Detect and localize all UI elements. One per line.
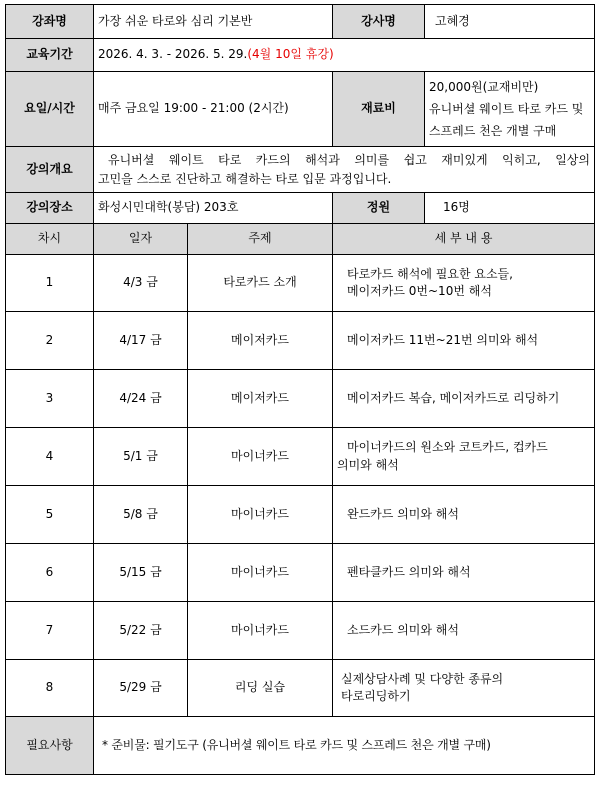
- session-date: 4/24 금: [94, 370, 188, 428]
- session-no: 1: [6, 255, 94, 312]
- overview-line: 고민을 스스로 진단하고 해결하는 타로 입문 과정입니다.: [98, 171, 392, 186]
- session-detail-line: 소드카드 의미와 해석: [347, 622, 459, 637]
- period-row: [6, 39, 595, 72]
- session-details: [333, 660, 595, 717]
- overview-label: 강의개요: [6, 147, 94, 193]
- header-session-no: 차시: [6, 224, 94, 255]
- header-date: 일자: [94, 224, 188, 255]
- session-no: 7: [6, 602, 94, 660]
- session-detail-line: 메이저카드 복습, 메이저카드로 리딩하기: [347, 390, 560, 405]
- session-date: 5/22 금: [94, 602, 188, 660]
- material-line: 20,000원(교재비만): [429, 79, 539, 94]
- requirements-row: [6, 717, 595, 775]
- material-line: 유니버셜 웨이트 타로 카드 및: [429, 101, 584, 116]
- title-label: 강좌명: [6, 5, 94, 39]
- session-no: 5: [6, 486, 94, 544]
- session-topic: 타로카드 소개: [188, 255, 333, 312]
- session-no: 6: [6, 544, 94, 602]
- session-row: [6, 312, 595, 370]
- schedule-label: 요일/시간: [6, 72, 94, 147]
- session-no: 8: [6, 660, 94, 717]
- course-period: [94, 39, 595, 72]
- session-no: 3: [6, 370, 94, 428]
- session-date: 5/29 금: [94, 660, 188, 717]
- course-schedule: 매주 금요일 19:00 - 21:00 (2시간): [94, 72, 333, 147]
- session-details: [333, 312, 595, 370]
- course-requirements: * 준비물: 필기도구 (유니버셜 웨이트 타로 카드 및 스프레드 천은 개별 구매): [94, 717, 595, 775]
- course-place: 화성시민대학(봉담) 203호: [94, 193, 333, 224]
- session-details: [333, 602, 595, 660]
- session-topic: 마이너카드: [188, 544, 333, 602]
- session-row: [6, 660, 595, 717]
- session-row: [6, 370, 595, 428]
- session-detail-line: 완드카드 의미와 해석: [347, 506, 459, 521]
- session-row: [6, 255, 595, 312]
- schedule-row: [6, 72, 595, 147]
- capacity-label: 정원: [333, 193, 425, 224]
- material-fee: [425, 72, 595, 147]
- period-note: (4월 10일 휴강): [247, 47, 334, 62]
- session-date: 4/3 금: [94, 255, 188, 312]
- session-detail-line: 타로카드 해석에 필요한 요소들,: [347, 266, 513, 281]
- session-date: 5/1 금: [94, 428, 188, 486]
- place-label: 강의장소: [6, 193, 94, 224]
- instructor-label: 강사명: [333, 5, 425, 39]
- session-row: [6, 602, 595, 660]
- material-line: 스프레드 천은 개별 구매: [429, 124, 557, 139]
- session-row: [6, 428, 595, 486]
- course-capacity: 16명: [425, 193, 595, 224]
- session-topic: 리딩 실습: [188, 660, 333, 717]
- session-row: [6, 544, 595, 602]
- session-date: 4/17 금: [94, 312, 188, 370]
- session-details: [333, 255, 595, 312]
- session-detail-line: 펜타클카드 의미와 해석: [347, 564, 471, 579]
- period-label: 교육기간: [6, 39, 94, 72]
- header-topic: 주제: [188, 224, 333, 255]
- course-title: 가장 쉬운 타로와 심리 기본반: [94, 5, 333, 39]
- course-syllabus-table: [5, 4, 595, 775]
- session-no: 4: [6, 428, 94, 486]
- session-details: [333, 544, 595, 602]
- period-dates: 2026. 4. 3. - 2026. 5. 29.: [98, 47, 248, 62]
- overview-line: 유니버셜 웨이트 타로 카드의 해석과 의미를 쉽고 재미있게 익히고, 일상의: [108, 152, 590, 167]
- sessions-header-row: [6, 224, 595, 255]
- session-detail-line: 메이저카드 11번~21번 의미와 해석: [347, 332, 539, 347]
- session-date: 5/8 금: [94, 486, 188, 544]
- session-topic: 마이너카드: [188, 602, 333, 660]
- session-topic: 메이저카드: [188, 370, 333, 428]
- session-detail-line: 의미와 해석: [337, 457, 399, 472]
- session-detail-line: 마이너카드의 원소와 코트카드, 컵카드: [347, 440, 548, 455]
- title-row: [6, 5, 595, 39]
- place-row: [6, 193, 595, 224]
- session-detail-line: 메이저카드 0번~10번 해석: [347, 284, 492, 298]
- session-details: [333, 370, 595, 428]
- course-overview: [94, 147, 595, 193]
- session-detail-line: 타로리딩하기: [341, 689, 411, 703]
- material-label: 재료비: [333, 72, 425, 147]
- session-details: [333, 486, 595, 544]
- session-topic: 메이저카드: [188, 312, 333, 370]
- requirements-label: 필요사항: [6, 717, 94, 775]
- session-row: [6, 486, 595, 544]
- header-details: 세 부 내 용: [333, 224, 595, 255]
- session-detail-line: 실제상담사례 및 다양한 종류의: [341, 671, 504, 686]
- overview-row: [6, 147, 595, 193]
- session-details: [333, 428, 595, 486]
- session-date: 5/15 금: [94, 544, 188, 602]
- session-topic: 마이너카드: [188, 428, 333, 486]
- session-topic: 마이너카드: [188, 486, 333, 544]
- instructor-name: 고혜경: [425, 5, 595, 39]
- session-no: 2: [6, 312, 94, 370]
